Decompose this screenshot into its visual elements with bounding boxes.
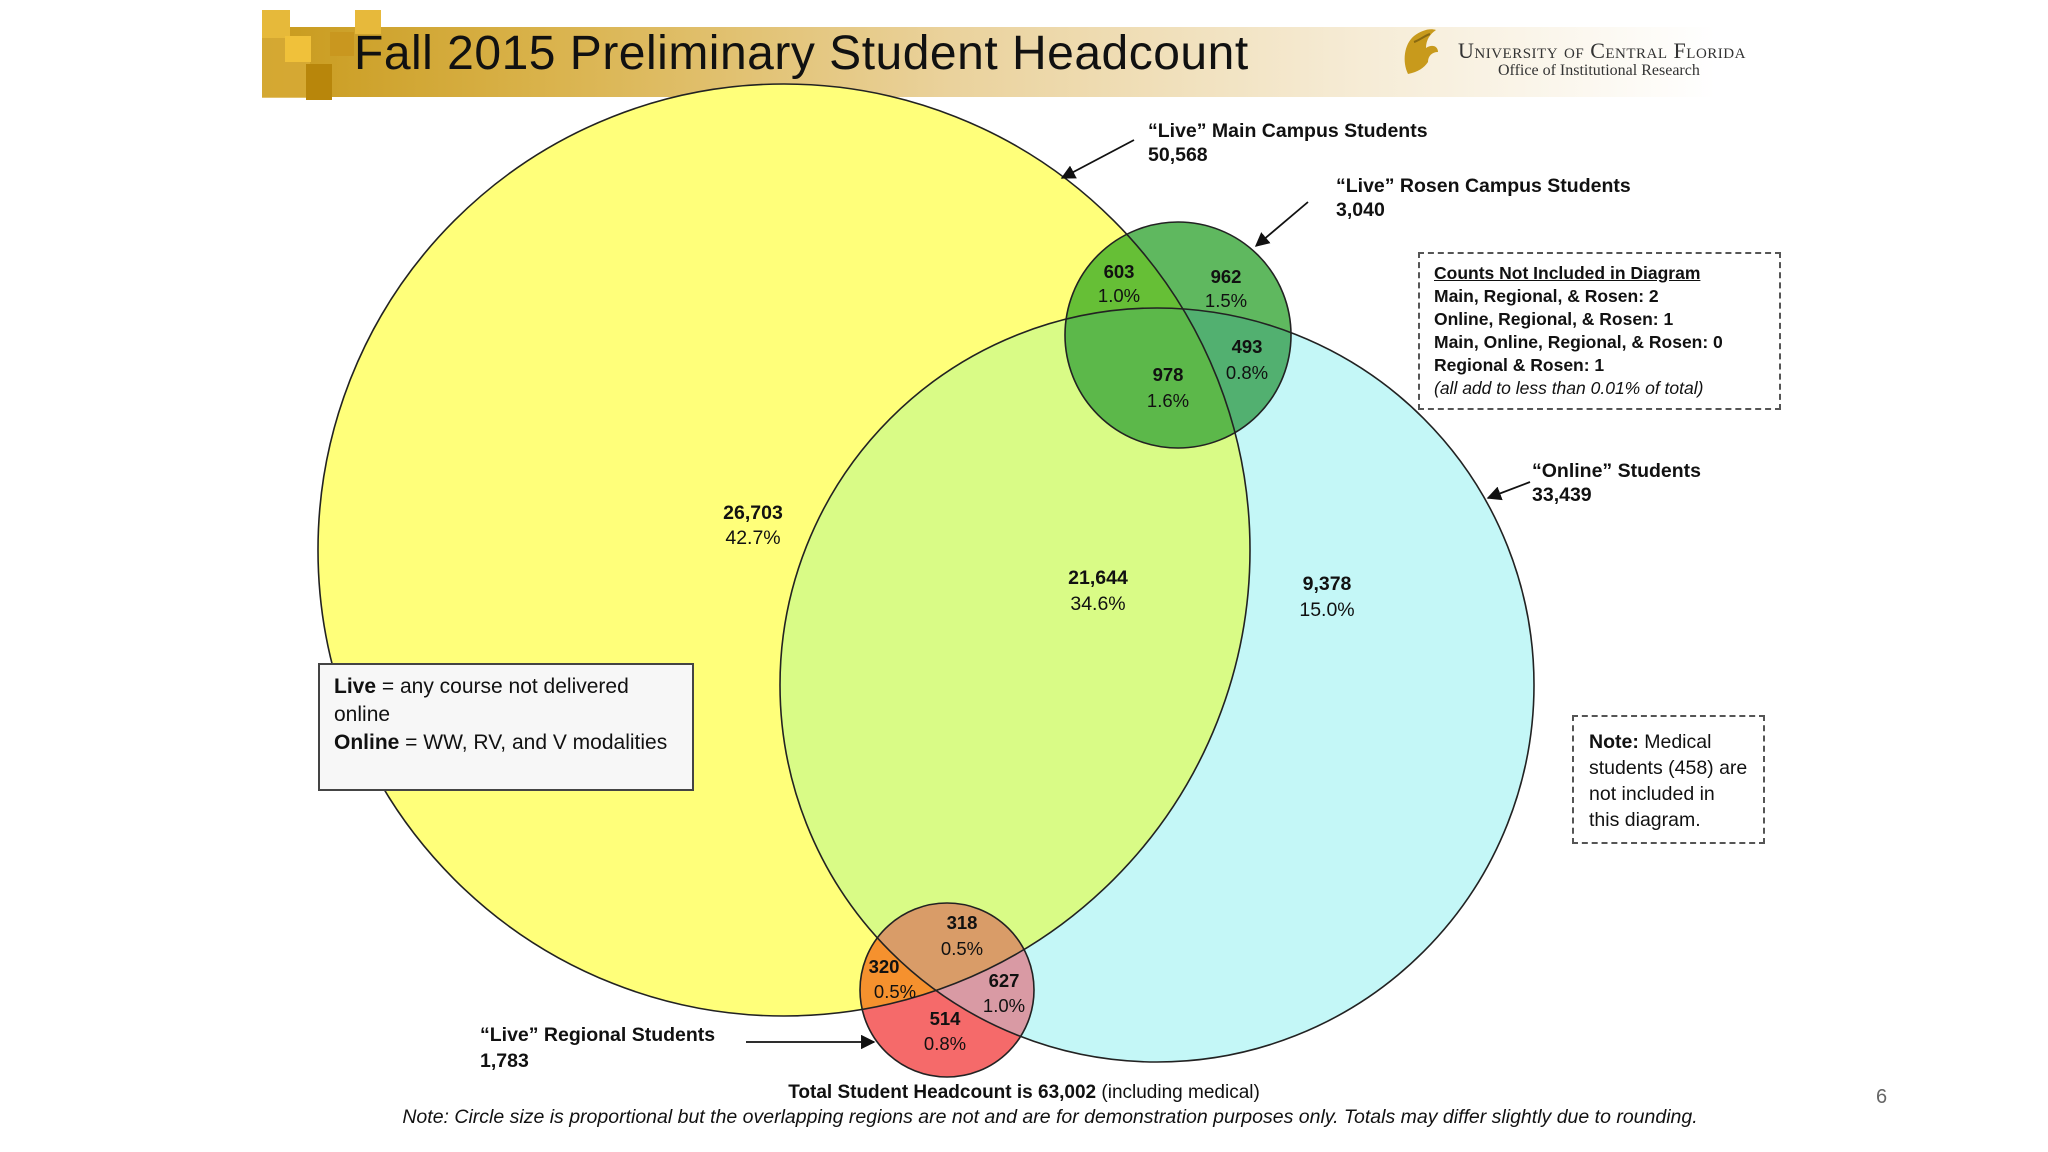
- count-line: Online, Regional, & Rosen: 1: [1434, 309, 1674, 329]
- count-line: Regional & Rosen: 1: [1434, 355, 1605, 375]
- bottom-note: Note: Circle size is proportional but the overlapping regions are not and are for demonstration purposes only. Totals may differ slightly due to rounding.: [402, 1106, 1698, 1128]
- legend-def-live: = any course not delivered online: [334, 675, 629, 726]
- count-line: Main, Online, Regional, & Rosen: 0: [1434, 332, 1723, 352]
- region-percent: 1.0%: [982, 995, 1026, 1016]
- region-count: 318: [946, 912, 978, 933]
- total-headcount-text: Total Student Headcount is 63,002: [788, 1082, 1097, 1103]
- counts-not-included-box: [1418, 252, 1781, 410]
- region-count: 21,644: [1068, 567, 1128, 589]
- region-count: 603: [1103, 261, 1135, 282]
- counts-not-included-heading: Counts Not Included in Diagram: [1434, 263, 1701, 283]
- total-headcount-suffix: (including medical): [1096, 1082, 1260, 1103]
- region-percent: 0.5%: [940, 938, 984, 959]
- region-percent: 0.8%: [1225, 362, 1269, 383]
- rosen-arrow: [1256, 202, 1308, 246]
- online-arrow: [1488, 482, 1530, 498]
- region-count: 26,703: [723, 502, 783, 524]
- regional-label: “Live” Regional Students: [480, 1024, 716, 1046]
- online-count: 33,439: [1532, 484, 1592, 506]
- medical-note-text: Medical students (458) are not included in this diagram.: [1589, 731, 1748, 831]
- legend-term-online: Online: [334, 731, 400, 754]
- legend-term-live: Live: [334, 675, 377, 698]
- region-count: 320: [868, 956, 900, 977]
- main-campus-count: 50,568: [1148, 144, 1208, 166]
- definitions-legend: [318, 663, 694, 791]
- online-label: “Online” Students: [1532, 460, 1702, 482]
- region-percent: 0.8%: [923, 1033, 967, 1054]
- main-arrow: [1062, 140, 1134, 178]
- region-percent: 42.7%: [725, 527, 781, 549]
- region-count: 514: [929, 1008, 961, 1029]
- office-name: Office of Institutional Research: [1498, 62, 1700, 79]
- regional-count: 1,783: [480, 1050, 529, 1072]
- rosen-campus-label: “Live” Rosen Campus Students: [1336, 175, 1631, 197]
- region-count: 9,378: [1302, 573, 1352, 595]
- total-headcount: [0, 1082, 2048, 1104]
- page-number: 6: [1876, 1086, 1888, 1108]
- region-percent: 15.0%: [1299, 599, 1355, 621]
- region-percent: 1.5%: [1204, 290, 1248, 311]
- medical-note-box: [1572, 715, 1765, 844]
- region-count: 962: [1210, 266, 1242, 287]
- legend-def-online: = WW, RV, and V modalities: [399, 731, 668, 754]
- counts-footnote: (all add to less than 0.01% of total): [1434, 378, 1704, 398]
- region-count: 493: [1231, 336, 1263, 357]
- main-campus-label: “Live” Main Campus Students: [1148, 120, 1428, 142]
- region-percent: 1.0%: [1097, 285, 1141, 306]
- region-count: 978: [1152, 364, 1184, 385]
- rosen-campus-count: 3,040: [1336, 199, 1385, 221]
- region-percent: 0.5%: [873, 981, 917, 1002]
- page-title: Fall 2015 Preliminary Student Headcount: [354, 27, 1249, 80]
- region-count: 627: [988, 970, 1020, 991]
- count-line: Main, Regional, & Rosen: 2: [1434, 286, 1659, 306]
- university-name: University of Central Florida: [1458, 38, 1746, 63]
- medical-note-label: Note:: [1589, 731, 1639, 753]
- region-percent: 34.6%: [1070, 593, 1126, 615]
- region-percent: 1.6%: [1146, 390, 1190, 411]
